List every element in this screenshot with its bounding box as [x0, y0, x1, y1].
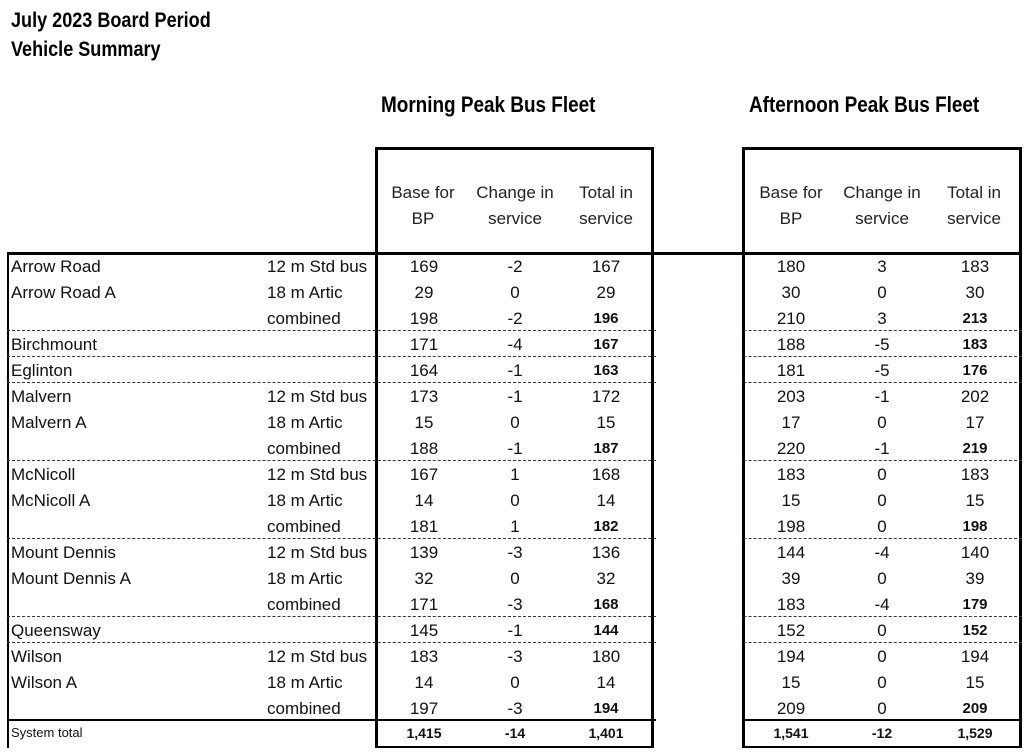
- location-cell: McNicoll: [11, 465, 76, 484]
- pm-base-cell: 39: [781, 569, 801, 588]
- am-change-cell: -2: [507, 309, 523, 328]
- am-change-cell: 0: [510, 569, 520, 588]
- pm-base-cell: 15: [781, 673, 801, 692]
- location-cell: Eglinton: [11, 361, 73, 380]
- pm-change-cell: 0: [877, 283, 887, 302]
- pm-base-cell: 183: [776, 465, 806, 484]
- am-total-cell: 167: [593, 336, 619, 353]
- pm-total-cell: 183: [960, 465, 990, 484]
- vehicle-type-cell: combined: [267, 309, 341, 328]
- am-total-cell: 14: [596, 673, 616, 692]
- am-base-cell: 139: [409, 543, 439, 562]
- table-row: [0, 410, 1024, 436]
- pm-total-cell: 219: [962, 440, 988, 457]
- am-total-cell: 29: [596, 283, 616, 302]
- am-total-cell: 196: [593, 310, 619, 327]
- am-total-cell: 136: [591, 543, 621, 562]
- pm-base-cell: 180: [776, 257, 806, 276]
- am-change-cell: 0: [510, 283, 520, 302]
- am-base-cell: 171: [409, 595, 439, 614]
- am-base-cell: 197: [409, 699, 439, 718]
- table-row: [0, 462, 1024, 488]
- vehicle-type-cell: 18 m Artic: [267, 569, 343, 588]
- am-total-cell: 14: [596, 491, 616, 510]
- pm-change-cell: -1: [874, 439, 890, 458]
- am-base-cell: 14: [414, 673, 434, 692]
- vehicle-type-cell: 18 m Artic: [267, 491, 343, 510]
- pm-base-cell: 183: [776, 595, 806, 614]
- pm-change-cell: -1: [874, 387, 890, 406]
- am-change-cell: -3: [507, 647, 523, 666]
- am-total-cell: 32: [596, 569, 616, 588]
- system-total-row: [0, 720, 1024, 746]
- am-total-cell: 172: [591, 387, 621, 406]
- pm-total-cell: 39: [965, 569, 985, 588]
- pm-base-cell: 15: [781, 491, 801, 510]
- am-change-cell: -1: [507, 621, 523, 640]
- pm-total-cell: 30: [965, 283, 985, 302]
- am-base-cell: 173: [409, 387, 439, 406]
- am-total-cell: 163: [593, 362, 619, 379]
- table-row: [0, 436, 1024, 462]
- table-row: [0, 384, 1024, 410]
- pm-change-cell: 0: [877, 699, 887, 718]
- pm-total-cell: 198: [962, 518, 988, 535]
- pm-total-cell: 176: [962, 362, 988, 379]
- am-total-cell: 168: [591, 465, 621, 484]
- vehicle-type-cell: combined: [267, 517, 341, 536]
- am-change-cell: -4: [507, 335, 523, 354]
- table-row: [0, 618, 1024, 644]
- pm-total-cell: 140: [960, 543, 990, 562]
- am-change-cell: -1: [507, 439, 523, 458]
- pm-total-cell: 15: [965, 491, 985, 510]
- afternoon-header-change: Change in service: [843, 183, 921, 228]
- pm-change-cell: -4: [874, 595, 890, 614]
- location-cell: McNicoll A: [11, 491, 91, 510]
- vehicle-type-cell: combined: [267, 595, 341, 614]
- morning-header-total: Total in service: [579, 183, 633, 228]
- pm-base-cell: 198: [776, 517, 806, 536]
- table-row: [0, 514, 1024, 540]
- pm-change-cell: -5: [874, 361, 890, 380]
- vehicle-type-cell: 12 m Std bus: [267, 465, 368, 484]
- location-cell: Malvern A: [11, 413, 87, 432]
- am-change-cell: -2: [507, 257, 523, 276]
- pm-change-cell: 3: [877, 309, 887, 328]
- pm-base-cell: 181: [776, 361, 806, 380]
- am-base-cell: 183: [409, 647, 439, 666]
- pm-change-cell: 0: [877, 569, 887, 588]
- pm-total-cell: 202: [960, 387, 990, 406]
- pm-total-cell: 17: [965, 413, 985, 432]
- pm-total-cell: 179: [962, 596, 988, 613]
- location-cell: Wilson: [11, 647, 63, 666]
- table-row: [0, 306, 1024, 332]
- total-am-base: 1,415: [406, 725, 442, 741]
- pm-total-cell: 15: [965, 673, 985, 692]
- am-change-cell: -1: [507, 361, 523, 380]
- pm-change-cell: -4: [874, 543, 890, 562]
- am-base-cell: 169: [409, 257, 439, 276]
- pm-base-cell: 144: [776, 543, 806, 562]
- pm-base-cell: 194: [776, 647, 806, 666]
- vehicle-type-cell: 12 m Std bus: [267, 647, 368, 666]
- am-total-cell: 182: [593, 518, 619, 535]
- am-base-cell: 32: [414, 569, 434, 588]
- location-cell: Wilson A: [11, 673, 78, 692]
- location-cell: Mount Dennis A: [11, 569, 132, 588]
- am-total-cell: 144: [593, 622, 619, 639]
- total-pm-base: 1,541: [773, 725, 809, 741]
- am-base-cell: 188: [409, 439, 439, 458]
- am-change-cell: -3: [507, 699, 523, 718]
- pm-change-cell: 3: [877, 257, 887, 276]
- am-base-cell: 14: [414, 491, 434, 510]
- pm-total-cell: 152: [962, 622, 988, 639]
- pm-change-cell: 0: [877, 491, 887, 510]
- table-row: [0, 566, 1024, 592]
- pm-base-cell: 210: [776, 309, 806, 328]
- am-change-cell: -3: [507, 543, 523, 562]
- location-cell: Birchmount: [11, 335, 97, 354]
- vehicle-type-cell: 12 m Std bus: [267, 543, 368, 562]
- vehicle-type-cell: combined: [267, 699, 341, 718]
- table-row: [0, 332, 1024, 358]
- location-cell: Arrow Road: [11, 257, 101, 276]
- vehicle-type-cell: 18 m Artic: [267, 413, 343, 432]
- am-change-cell: 1: [510, 517, 520, 536]
- afternoon-section-title: Afternoon Peak Bus Fleet: [749, 92, 980, 117]
- am-base-cell: 164: [409, 361, 439, 380]
- location-cell: Mount Dennis: [11, 543, 116, 562]
- pm-base-cell: 30: [781, 283, 801, 302]
- pm-change-cell: 0: [877, 673, 887, 692]
- am-base-cell: 171: [409, 335, 439, 354]
- afternoon-header-base: Base for BP: [759, 183, 823, 228]
- total-pm-change: -12: [871, 725, 893, 741]
- pm-change-cell: 0: [877, 517, 887, 536]
- pm-total-cell: 183: [960, 257, 990, 276]
- am-change-cell: 0: [510, 413, 520, 432]
- pm-total-cell: 183: [962, 336, 988, 353]
- pm-total-cell: 209: [962, 700, 988, 717]
- location-cell: Malvern: [11, 387, 72, 406]
- table-row: [0, 644, 1024, 670]
- pm-base-cell: 188: [776, 335, 806, 354]
- location-cell: Arrow Road A: [11, 283, 116, 302]
- table-row: [0, 358, 1024, 384]
- title-line-2: Vehicle Summary: [11, 38, 161, 61]
- pm-base-cell: 220: [776, 439, 806, 458]
- table-row: [0, 670, 1024, 696]
- title-line-1: July 2023 Board Period: [11, 9, 211, 32]
- morning-header-change: Change in service: [476, 183, 554, 228]
- pm-total-cell: 213: [962, 310, 988, 327]
- total-am-change: -14: [504, 725, 526, 741]
- morning-section-title: Morning Peak Bus Fleet: [381, 92, 596, 117]
- am-base-cell: 15: [414, 413, 434, 432]
- table-row: [0, 488, 1024, 514]
- am-change-cell: 1: [510, 465, 520, 484]
- vehicle-type-cell: 12 m Std bus: [267, 387, 368, 406]
- am-base-cell: 167: [409, 465, 439, 484]
- location-cell: Queensway: [11, 621, 101, 640]
- total-pm-total: 1,529: [957, 725, 993, 741]
- am-total-cell: 167: [591, 257, 621, 276]
- vehicle-type-cell: 18 m Artic: [267, 283, 343, 302]
- table-row: [0, 696, 1024, 722]
- am-total-cell: 194: [593, 700, 619, 717]
- afternoon-header-total: Total in service: [947, 183, 1001, 228]
- pm-base-cell: 152: [776, 621, 806, 640]
- pm-total-cell: 194: [960, 647, 990, 666]
- am-change-cell: -3: [507, 595, 523, 614]
- table-row: [0, 592, 1024, 618]
- am-base-cell: 145: [409, 621, 439, 640]
- vehicle-type-cell: 18 m Artic: [267, 673, 343, 692]
- am-base-cell: 181: [409, 517, 439, 536]
- am-change-cell: -1: [507, 387, 523, 406]
- am-change-cell: 0: [510, 673, 520, 692]
- morning-header-base: Base for BP: [391, 183, 455, 228]
- pm-change-cell: 0: [877, 621, 887, 640]
- pm-change-cell: 0: [877, 465, 887, 484]
- am-total-cell: 15: [596, 413, 616, 432]
- pm-change-cell: 0: [877, 647, 887, 666]
- am-total-cell: 187: [593, 440, 619, 457]
- table-row: [0, 254, 1024, 280]
- document-title: [11, 6, 211, 64]
- am-change-cell: 0: [510, 491, 520, 510]
- table-row: [0, 540, 1024, 566]
- total-am-total: 1,401: [588, 725, 624, 741]
- am-total-cell: 168: [593, 596, 619, 613]
- am-base-cell: 29: [414, 283, 434, 302]
- pm-base-cell: 203: [776, 387, 806, 406]
- vehicle-type-cell: 12 m Std bus: [267, 257, 368, 276]
- pm-base-cell: 209: [776, 699, 806, 718]
- am-base-cell: 198: [409, 309, 439, 328]
- pm-change-cell: 0: [877, 413, 887, 432]
- vehicle-type-cell: combined: [267, 439, 341, 458]
- pm-base-cell: 17: [781, 413, 801, 432]
- system-total-label: System total: [11, 725, 83, 740]
- table-row: [0, 280, 1024, 306]
- am-total-cell: 180: [591, 647, 621, 666]
- pm-change-cell: -5: [874, 335, 890, 354]
